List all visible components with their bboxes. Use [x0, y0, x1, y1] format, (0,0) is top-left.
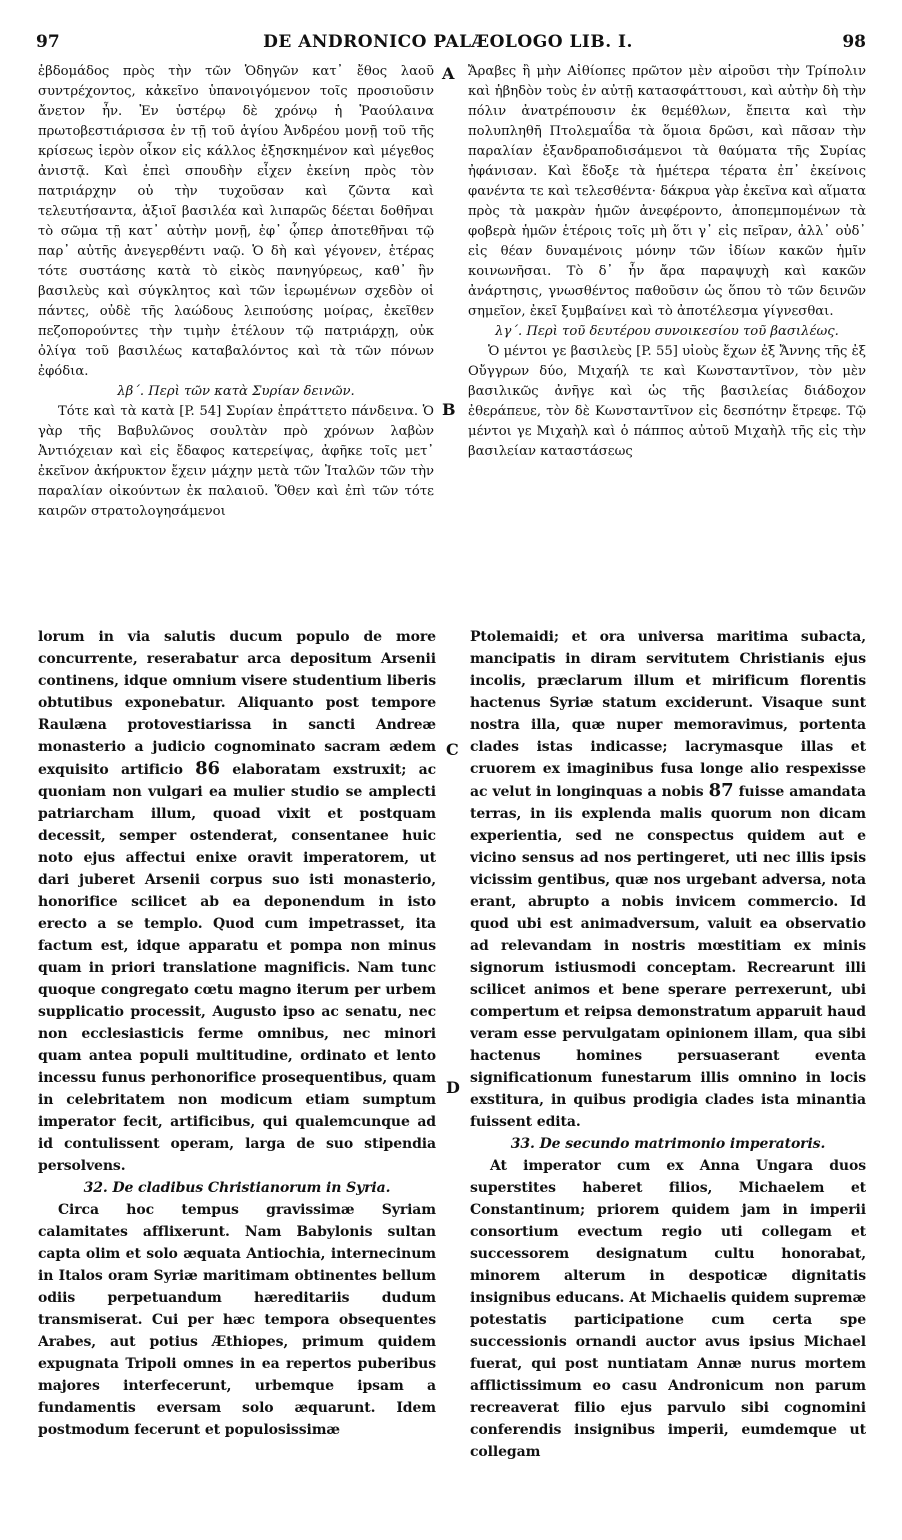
latin-paragraph: Circa hoc tempus gravissimæ Syriam calamitates afflixerunt. Nam Babylonis sultan capta olim et solo æquata Antiochia, internecinum in Italos oram Syriæ maritimam obtinentes bellum odiis perpetuandum hæreditariis dudum transmiserat. Cui per hæc tempora obsequentes Arabes, aut potius Æthiopes, primum quidem expugnata Tripoli omnes in ea repertos puberibus majores interfecerunt, urbemque ipsam a fundamentis eversam solo æquarunt. Idem postmodum fecerunt et populosissimæ [38, 1202, 436, 1438]
margin-letter-d: D [446, 1078, 460, 1097]
section-heading-greek-33: λγ΄. Περὶ τοῦ δευτέρου συνοικεσίου τοῦ βασιλέως. [495, 324, 839, 339]
greek-column-left [38, 62, 434, 608]
latin-paragraph [38, 626, 436, 1177]
latin-column-right [470, 626, 866, 1524]
greek-paragraph: Ἄραβες ἢ μὴν Αἰθίοπες πρῶτον μὲν αἱροῦσι τὴν Τρίπολιν καὶ ἡβηδὸν τοὺς ἐν αὐτῇ κατασφάττουσι, καὶ αὐτὴν δὴ τὴν πόλιν ἀνατρέπουσιν ἐκ θεμέθλων, ἔπειτα καὶ τὴν πολυπληθῆ Πτολεμαΐδα τὰ ὅμοια δρῶσι, καὶ πᾶσαν τὴν παραλίαν ἐξανδραποδισάμενοι τὰ θαύματα τῆς Συρίας ἠφάνισαν. Καὶ ἔδοξε τὰ ἡμέτερα τέρατα ἐπ᾽ ἐκείνοις φανέντα τε καὶ τελεσθέντα· δάκρυα γὰρ ἐκεῖνα καὶ αἵματα πρὸς τὰ μακρὰν ἡμῶν ἀνεφέροντο, ἀποπεμπομένων τὰ φοβερὰ ἡμῶν ἑτέροις τοῖς μὴ ὅτι γ᾽ εἰς πεῖραν, ἀλλ᾽ οὐδ᾽ εἰς θέαν δυναμένοις μόνην τῶν ἰδίων κακῶν ἡμῖν κοινωνῆσαι. Τὸ δ᾽ ἦν ἄρα παραψυχὴ καὶ κακῶν ἀνάρτησις, γνωσθέντος παθοῦσιν ὡς ὅπου τὸ τῶν δεινῶν σημεῖον, ἐκεῖ ξυμβαίνει καὶ τὸ ἀποτέλεσμα γίγνεσθαι. [468, 64, 866, 319]
greek-paragraph: Τότε καὶ τὰ κατὰ [P. 54] Συρίαν ἐπράττετο πάνδεινα. Ὁ γὰρ τῆς Βαβυλῶνος σουλτὰν πρὸ χρόνων λαβὼν Ἀντιόχειαν καὶ εἰς ἔδαφος κατερείψας, ἀφῆκε τοῖς μετ᾽ ἐκεῖνον ἀκήρυκτον ἔχειν μάχην μετὰ τῶν Ἰταλῶν τῶν τὴν παραλίαν οἰκούντων ἐκ παλαιοῦ. Ὅθεν καὶ ἐπὶ τῶν τότε καιρῶν στρατολογησάμενοι [38, 404, 434, 519]
greek-column-right [468, 62, 866, 608]
page-number-right: 98 [842, 32, 866, 52]
latin-column-left [38, 626, 436, 1524]
greek-paragraph: ἑβδομάδος πρὸς τὴν τῶν Ὁδηγῶν κατ᾽ ἔθος λαοῦ συντρέχοντος, κἀκεῖνο ὑπανοιγόμενον τοῖς προσιοῦσιν ἄνετον ἦν. Ἐν ὑστέρῳ δὲ χρόνῳ ἡ Ῥαούλαινα πρωτοβεστιάρισσα ἐν τῇ τοῦ ἁγίου Ἀνδρέου μονῇ τοῦ τῆς κρίσεως ἱερὸν οἶκον εἰς κάλλος ἐξησκημένον καὶ μέγεθος ἀνιστᾷ. Καὶ ἐπεὶ σπουδὴν εἶχεν ἐκείνη πρὸς τὸν πατριάρχην οὐ τὴν τυχοῦσαν καὶ ζῶντα καὶ τελευτήσαντα, ἀξιοῖ βασιλέα καὶ λιπαρῶς δέεται δοθῆναι τὸ σῶμα τῇ κατ᾽ αὐτὴν μονῇ, ἐφ᾽ ᾧπερ ἀποτεθῆναι τῷ παρ᾽ αὐτῆς ἀνεγερθέντι ναῷ. Ὁ δὴ καὶ γέγονεν, ἑτέρας τότε συστάσης κατὰ τὸ εἰκὸς πανηγύρεως, καθ᾽ ἣν βασιλεὺς καὶ σύγκλητος καὶ τῶν ἱερωμένων σχεδὸν οἱ πάντες, οὐδὲ τῆς λαώδους λειπούσης μοίρας, ἐκεῖθεν πεζοπορούντες τὴν τιμὴν ἐτέλουν τῷ πατριάρχῃ, οὐκ ὀλίγα τοῦ βασιλέως καταβαλόντος καὶ τὰ τῶν πόνων ἐφόδια. [38, 64, 434, 379]
section-heading-greek-32: λβ΄. Περὶ τῶν κατὰ Συρίαν δεινῶν. [117, 384, 355, 399]
column-number-86: 86 [195, 758, 220, 779]
latin-text: fuisse amandata terras, in iis explenda malis quorum non dicam experientia, sed ne conspectus quidem aut e vicino sensus ad nos pertingeret, uti nec illis ipsis vicissim gentibus, quæ nos urgebant adversa, nota erant, abrupto a nobis invicem commercio. Id quod ubi est animadversum, valuit ea observatio ad relevandam in nostris mœstitiam ex minis signorum istiusmodi conceptam. Recrearunt illi scilicet animos et bene sperare perrexerunt, ubi compertum et reipsa demonstratum apparuit haud veram esse pervulgatam opinionem illam, qua sibi hactenus homines persuaserant eventa significationum funestarum illis omnino in locis exstitura, in quibus prodigia clades ista minantia fuissent edita. [470, 784, 866, 1130]
column-number-87: 87 [708, 780, 734, 801]
page-header [30, 32, 866, 58]
margin-letter-c: C [446, 740, 459, 759]
page-number-left: 97 [36, 32, 60, 52]
section-heading-latin-33: 33. De secundo matrimonio imperatoris. [510, 1136, 826, 1152]
margin-letter-a: A [442, 64, 455, 83]
latin-text: elaboratam exstruxit; ac quoniam non vulgari ea mulier studio se amplecti patriarcham illum, quoad vixit et postquam decessit, semper ostenderat, consentanee huic noto ejus affectui enixe oravit imperatorem, ut dari juberet Arsenii corpus suo isti monasterio, honorifice scilicet ab ea deponendum in isto erecto a se templo. Quod cum impetrasset, ita factum est, idque apparatu et pompa non minus quam in priori translatione magnificis. Nam tunc quoque congregato cœtu magno iterum per urbem supplicatio processit, Augusto ipso ac senatu, nec non ecclesiasticis ferme omnibus, nec minori quam antea populi multitudine, ordinato et lento incessu funus perhonorifice prosequentibus, quam in celebritatem non modicum etiam sumptum imperator fecit, artificibus, qui qualemcunque ad id contulissent operam, larga de suo stipendia persolvens. [38, 762, 436, 1174]
section-heading-latin-32: 32. De cladibus Christianorum in Syria. [83, 1180, 391, 1196]
running-title: DE ANDRONICO PALÆOLOGO LIB. I. [263, 32, 633, 52]
latin-paragraph: At imperator cum ex Anna Ungara duos superstites haberet filios, Michaelem et Constantinum; priorem quidem jam in imperii consortium evectum regio uti collegam et successorem designatum cultu honorabat, minorem alterum in despoticæ dignitatis insignibus educans. At Michaelis quidem supremæ potestatis participatione cum certa spe successionis ornandi auctor avus ipsius Michael fuerat, qui post nuntiatam Annæ nurus mortem afflictissimum eo casu Andronicum non parum recreaverat filio ejus parvulo sibi cognomini conferendis insignibus imperii, eumdemque ut collegam [470, 1158, 866, 1460]
latin-text: lorum in via salutis ducum populo de more concurrente, reserabatur arca depositum Arsenii continens, idque omnium visere studentium liberis obtutibus exponebatur. Aliquanto post tempore Raulæna protovestiarissa in sancti Andreæ monasterio a judicio cognominato sacram ædem exquisito artificio [38, 629, 436, 778]
greek-paragraph: Ὁ μέντοι γε βασιλεὺς [P. 55] υἱοὺς ἔχων ἐξ Ἄννης τῆς ἐξ Οὔγγρων δύο, Μιχαήλ τε καὶ Κωνσταντῖνον, τὸν μὲν βασιλικῶς ἀνῆγε καὶ ὡς τῆς βασιλείας διάδοχον ἐθεράπευε, τὸν δὲ Κωνσταντῖνον εἰς δεσπότην ἔτρεφε. Τῷ μέντοι γε Μιχαὴλ καὶ ὁ πάππος αὐτοῦ Μιχαὴλ τῆς εἰς τὴν βασιλείαν καταστάσεως [468, 344, 866, 459]
latin-paragraph [470, 626, 866, 1133]
latin-text: Ptolemaidi; et ora universa maritima subacta, mancipatis in diram servitutem Christianis ejus incolis, præclarum illum et mirificum florentis hactenus Syriæ statum exciderunt. Visaque sunt nostra illa, quæ nuper memoravimus, portenta clades istas indicasse; lacrymasque illas et cruorem ex imaginibus fusa longe alio respexisse ac velut in longinquas a nobis [470, 629, 866, 800]
margin-letter-b: B [442, 400, 456, 419]
